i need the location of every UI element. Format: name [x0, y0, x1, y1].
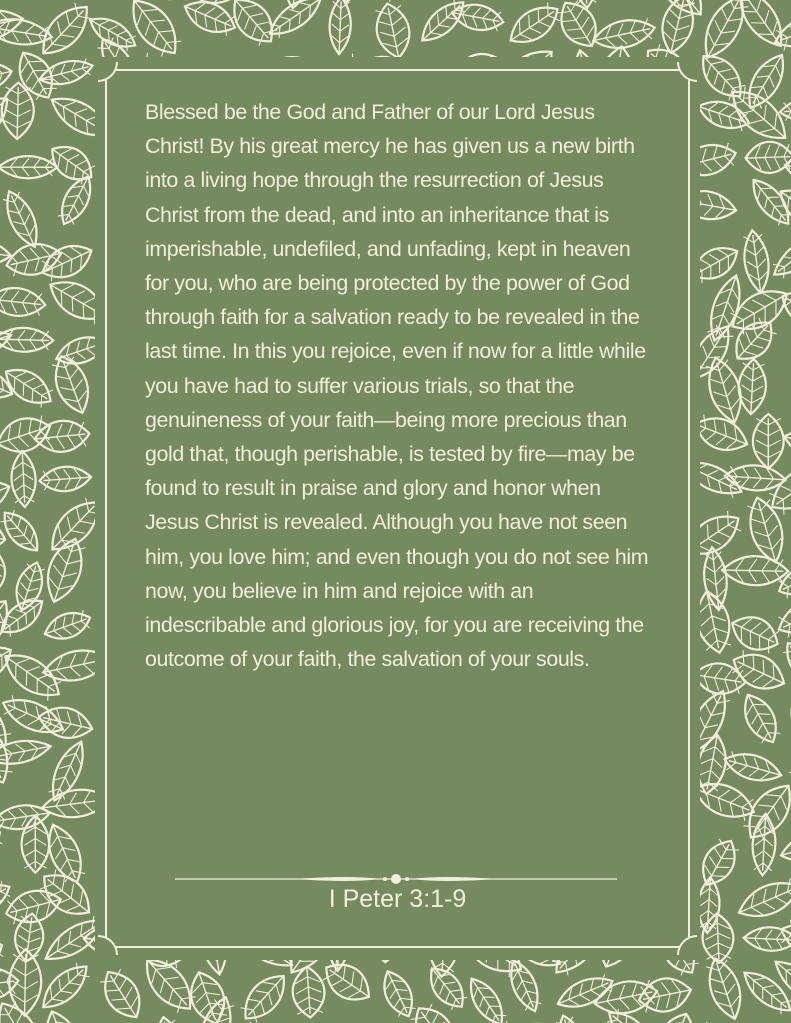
frame-corner-bottom-right — [677, 935, 697, 955]
frame-corner-top-left — [98, 62, 118, 82]
verse-text: Blessed be the God and Father of our Lord Jesus Christ! By his great mercy he has given us a new birth into a living hope through the resurrection of Jesus Christ from the dead, and into an inheritance that is imperishable, undefiled, and unfading, kept in heaven for you, who are being protected by the power of God through faith for a salvation ready to be revealed in the last time. In this you rejoice, even if now for a little while you have had to suffer various trials, so that the genuineness of your faith—being more precious than gold that, though perishable, is tested by fire—may be found to result in praise and glory and honor when Jesus Christ is revealed. Although you have not seen him, you love him; and even though you do not see him now, you believe in him and rejoice with an indescribable and glorious joy, for you are receiving the outcome of your faith, the salvation of your souls. — [145, 100, 649, 672]
frame-corner-top-right — [677, 62, 697, 82]
verse-reference: I Peter 3:1-9 — [328, 885, 467, 913]
frame-corner-bottom-left — [98, 935, 118, 955]
verse-card — [95, 57, 700, 960]
ornamental-divider — [175, 872, 617, 886]
